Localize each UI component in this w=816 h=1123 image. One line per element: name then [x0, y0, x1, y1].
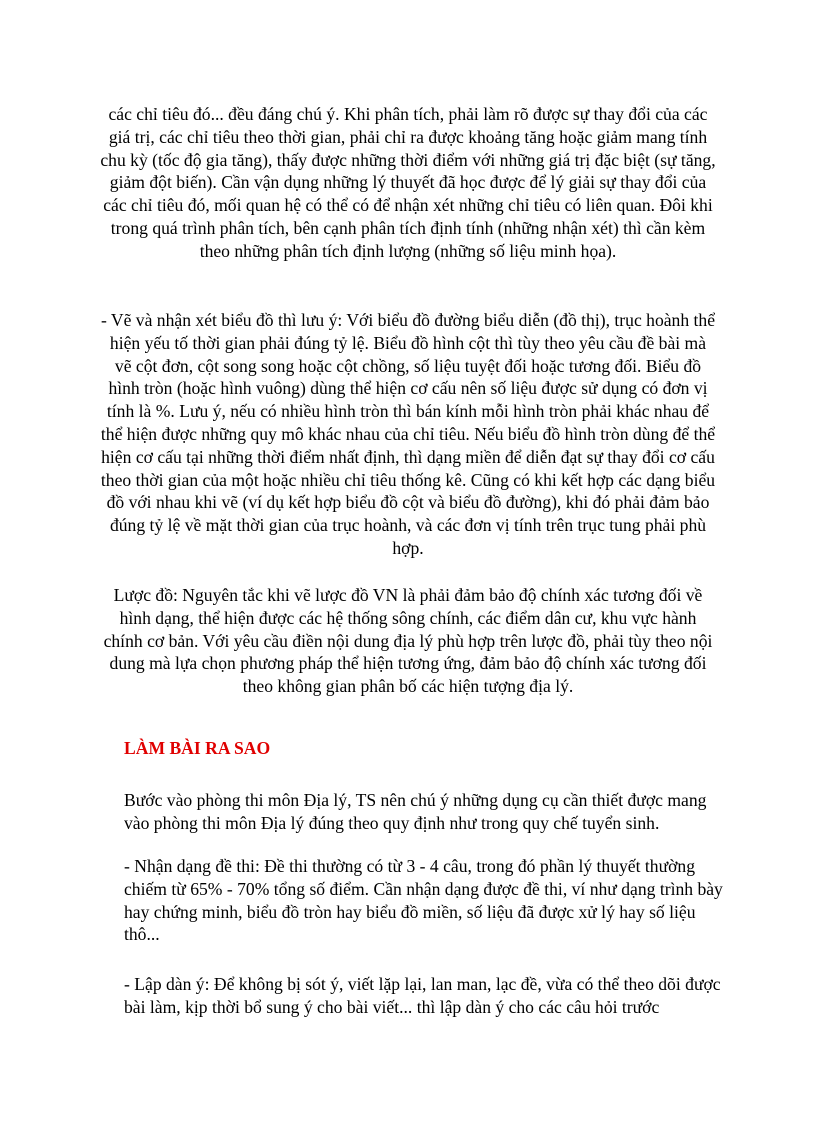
paragraph-outline: - Lập dàn ý: Để không bị sót ý, viết lặp lại, lan man, lạc đề, vừa có thể theo dõi được bài làm, kịp thời bổ sung ý cho bài viết... thì lập dàn ý cho các câu hỏi trước	[124, 974, 721, 1017]
paragraph-map-drawing: Lược đồ: Nguyên tắc khi vẽ lược đồ VN là phải đảm bảo độ chính xác tương đối về hình dạng, thể hiện được các hệ thống sông chính, các điểm dân cư, khu vực hành chính cơ bản. Với yêu cầu điền nội dung địa lý phù hợp trên lược đồ, phải tùy theo nội dung mà lựa chọn phương pháp thể hiện tương ứng, đảm bảo độ chính xác tương đối theo không gian phân bố các hiện tượng địa lý.	[103, 585, 713, 697]
paragraph-chart-drawing: - Vẽ và nhận xét biểu đồ thì lưu ý: Với biểu đồ đường biểu diễn (đồ thị), trục hoành thể hiện yếu tố thời gian phải đúng tỷ lệ. Biểu đồ hình cột thì tùy theo yêu cầu đề bài mà vẽ cột đơn, cột song song hoặc cột chồng, số liệu tuyệt đối hoặc tương đối. Biểu đồ hình tròn (hoặc hình vuông) dùng thể hiện cơ cấu nên số liệu được sử dụng có đơn vị tính là %. Lưu ý, nếu có nhiều hình tròn thì bán kính mỗi hình tròn phải khác nhau để thể hiện được những quy mô khác nhau của chỉ tiêu. Nếu biểu đồ hình tròn dùng để thể hiện cơ cấu tại những thời điểm nhất định, thì dạng miền để diễn đạt sự thay đổi cơ cấu theo thời gian của một hoặc nhiều chỉ tiêu thống kê. Cũng có khi kết hợp các dạng biểu đồ với nhau khi vẽ (ví dụ kết hợp biểu đồ cột và biểu đồ đường), khi đó phải đảm bảo đúng tỷ lệ về mặt thời gian của trục hoành, và các đơn vị tính trên trục tung phải phù hợp.	[100, 310, 716, 558]
paragraph-analysis: các chỉ tiêu đó... đều đáng chú ý. Khi phân tích, phải làm rõ được sự thay đổi của các giá trị, các chỉ tiêu theo thời gian, phải chỉ ra được khoảng tăng hoặc giảm mang tính chu kỳ (tốc độ gia tăng), thấy được những thời điểm với những giá trị đặc biệt (sự tăng, giảm đột biến). Cần vận dụng những lý thuyết đã học được để lý giải sự thay đổi của các chỉ tiêu đó, mối quan hệ có thể có để nhận xét những chỉ tiêu có liên quan. Đôi khi trong quá trình phân tích, bên cạnh phân tích định tính (những nhận xét) thì cần kèm theo những phân tích định lượng (những số liệu minh họa).	[100, 104, 716, 261]
paragraph-identify-exam: - Nhận dạng đề thi: Đề thi thường có từ 3 - 4 câu, trong đó phần lý thuyết thường chiếm từ 65% - 70% tổng số điểm. Cần nhận dạng được đề thi, ví như dạng trình bày hay chứng minh, biểu đồ tròn hay biểu đồ miền, số liệu đã được xử lý hay số liệu thô...	[124, 856, 723, 945]
section-heading: LÀM BÀI RA SAO	[124, 738, 271, 758]
paragraph-exam-room: Bước vào phòng thi môn Địa lý, TS nên chú ý những dụng cụ cần thiết được mang vào phòng thi môn Địa lý đúng theo quy định như trong quy chế tuyển sinh.	[124, 790, 707, 833]
